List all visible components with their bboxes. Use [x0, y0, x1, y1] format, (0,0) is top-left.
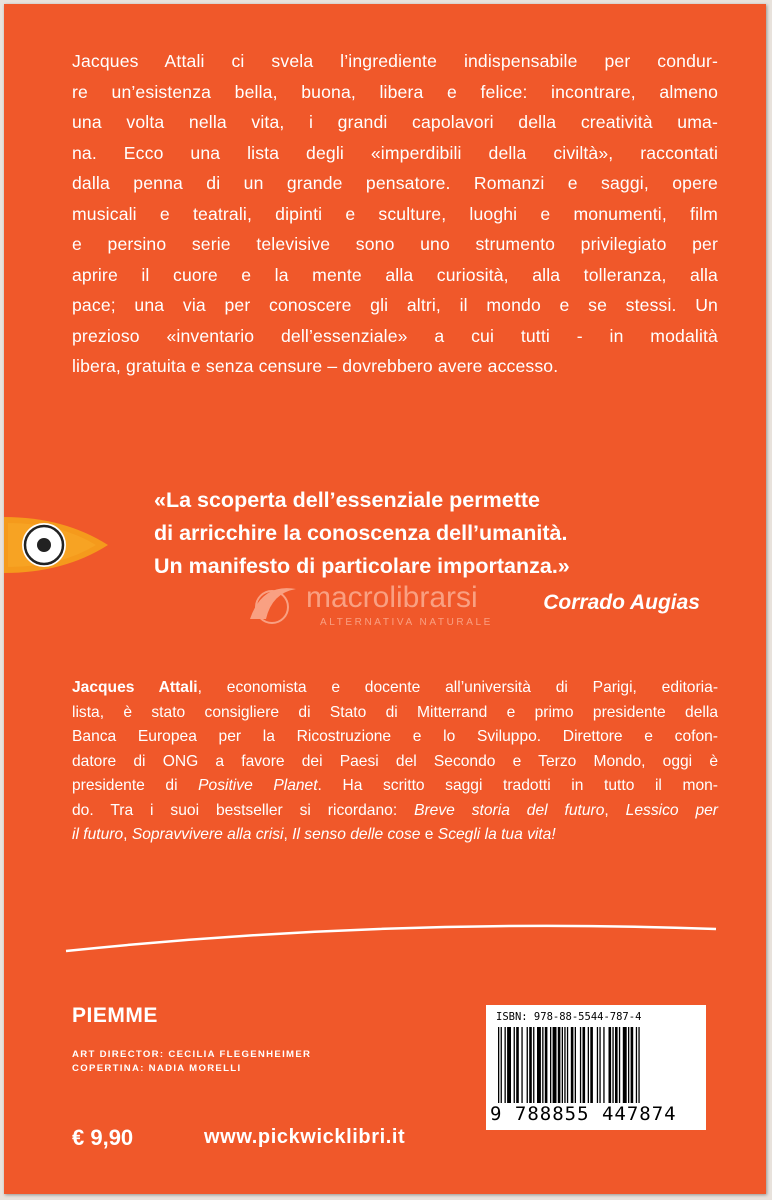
barcode-bar: [501, 1027, 502, 1103]
art-director-credit: ART DIRECTOR: CECILIA FLEGENHEIMER: [72, 1049, 312, 1060]
book-title: il futuro: [72, 826, 124, 843]
book-back-cover: [4, 4, 766, 1194]
blurb-line: re un’esistenza bella, buona, libera e felice: incontrare, almeno: [72, 81, 718, 102]
barcode-bar: [533, 1027, 534, 1103]
price: € 9,90: [72, 1125, 134, 1150]
barcode-bar: [516, 1027, 519, 1103]
organization-name: Positive Planet: [198, 777, 318, 794]
book-title: Breve storia del futuro: [414, 801, 605, 819]
barcode-bar: [575, 1027, 576, 1103]
bio-line: datore di ONG a favore dei Paesi del Secondo e Terzo Mondo, oggi è: [72, 752, 718, 770]
cover-credit: COPERTINA: NADIA MORELLI: [72, 1063, 242, 1074]
barcode-bar: [597, 1027, 598, 1103]
blurb-line: musicali e teatrali, dipinti e sculture, luoghi e monumenti, film: [72, 203, 718, 224]
watermark-name: macrolibrarsi: [306, 581, 478, 614]
blurb-line: na. Ecco una lista degli «imperdibili della civiltà», raccontati: [72, 142, 718, 163]
barcode: [486, 1005, 706, 1130]
barcode-bar: [521, 1027, 522, 1103]
bio-line: presidente di Positive Planet. Ha scritto saggi tradotti in tutto il mon-: [72, 777, 718, 794]
barcode-bar: [588, 1027, 589, 1103]
barcode-bar: [527, 1027, 528, 1103]
isbn-label: ISBN: 978-88-5544-787-4: [496, 1011, 642, 1023]
blurb-line: dalla penna di un grande pensatore. Romanzi e saggi, opere: [72, 173, 718, 193]
credits: [72, 1048, 311, 1076]
barcode-bar: [558, 1027, 561, 1103]
barcode-bar: [580, 1027, 581, 1103]
barcode-bar: [564, 1027, 565, 1103]
barcode-bars: [498, 1027, 694, 1103]
bio-line: lista, è stato consigliere di Stato di Mitterrand e primo presidente della: [72, 703, 718, 721]
barcode-bar: [553, 1027, 557, 1103]
barcode-bar: [562, 1027, 563, 1103]
quote-line: «La scoperta dell’essenziale permette: [154, 488, 540, 512]
quote-author: Corrado Augias: [543, 591, 700, 614]
barcode-bar: [599, 1027, 600, 1103]
watermark-tagline: ALTERNATIVA NATURALE: [320, 617, 493, 628]
bio-line: Banca Europea per la Ricostruzione e lo Sviluppo. Direttore e cofon-: [72, 728, 718, 745]
barcode-bar: [529, 1027, 532, 1103]
eye-icon: [4, 509, 114, 581]
barcode-bar: [505, 1027, 506, 1103]
barcode-bar: [638, 1027, 639, 1103]
ean-digits: 9 788855 447874: [490, 1103, 677, 1125]
author-bio: [72, 676, 718, 848]
quote-line: Un manifesto di particolare importanza.»: [154, 554, 570, 578]
barcode-bar: [507, 1027, 511, 1103]
barcode-bar: [636, 1027, 637, 1103]
book-title: Il senso delle cose: [292, 826, 421, 843]
barcode-bar: [542, 1027, 543, 1103]
website-url: www.pickwicklibri.it: [204, 1126, 406, 1148]
blurb-line: Jacques Attali ci svela l’ingrediente indispensabile per condur-: [72, 51, 718, 71]
curved-divider: [64, 909, 720, 969]
blurb-line: e persino serie televisive sono uno strumento privilegiato per: [72, 234, 718, 254]
watermark-logo: [242, 579, 562, 635]
barcode-bar: [615, 1027, 618, 1103]
blurb-line: pace; una via per conoscere gli altri, il mondo e se stessi. Un: [72, 295, 718, 315]
bio-line: do. Tra i suoi bestseller si ricordano: Breve storia del futuro, Lessico per: [72, 801, 719, 819]
barcode-bar: [609, 1027, 612, 1103]
publisher-logo: PIEMME: [72, 1004, 158, 1027]
book-title: Scegli la tua vita!: [437, 826, 556, 843]
book-title: Sopravvivere alla crisi: [131, 826, 284, 843]
blurb-line: una volta nella vita, i grandi capolavori della creatività uma-: [72, 112, 718, 132]
blurb-text: [72, 46, 718, 382]
barcode-bar: [550, 1027, 551, 1103]
barcode-bar: [545, 1027, 548, 1103]
bio-line: il futuro, Sopravvivere alla crisi, Il senso delle cose e Scegli la tua vita!: [72, 826, 556, 843]
barcode-bar: [537, 1027, 541, 1103]
barcode-bar: [603, 1027, 604, 1103]
barcode-bar: [619, 1027, 620, 1103]
barcode-bar: [498, 1027, 499, 1103]
barcode-bar: [514, 1027, 515, 1103]
barcode-bar: [612, 1027, 613, 1103]
pull-quote: [154, 484, 714, 583]
barcode-bar: [631, 1027, 634, 1103]
author-name: Jacques Attali: [72, 679, 198, 696]
bio-line: Jacques Attali, economista e docente all’università di Parigi, editoria-: [72, 679, 719, 696]
barcode-bar: [567, 1027, 568, 1103]
blurb-line: prezioso «inventario dell’essenziale» a cui tutti - in modalità: [72, 325, 718, 346]
barcode-bar: [571, 1027, 574, 1103]
barcode-bar: [628, 1027, 629, 1103]
barcode-bar: [583, 1027, 586, 1103]
blurb-line: libera, gratuita e senza censure – dovrebbero avere accesso.: [72, 356, 559, 376]
blurb-line: aprire il cuore e la mente alla curiosità, alla tolleranza, alla: [72, 264, 718, 285]
watermark-swirl-icon: [242, 579, 302, 629]
book-title: Lessico per: [625, 801, 719, 819]
quote-line: di arricchire la conoscenza dell’umanità.: [154, 521, 568, 545]
barcode-bar: [590, 1027, 593, 1103]
barcode-bar: [623, 1027, 627, 1103]
